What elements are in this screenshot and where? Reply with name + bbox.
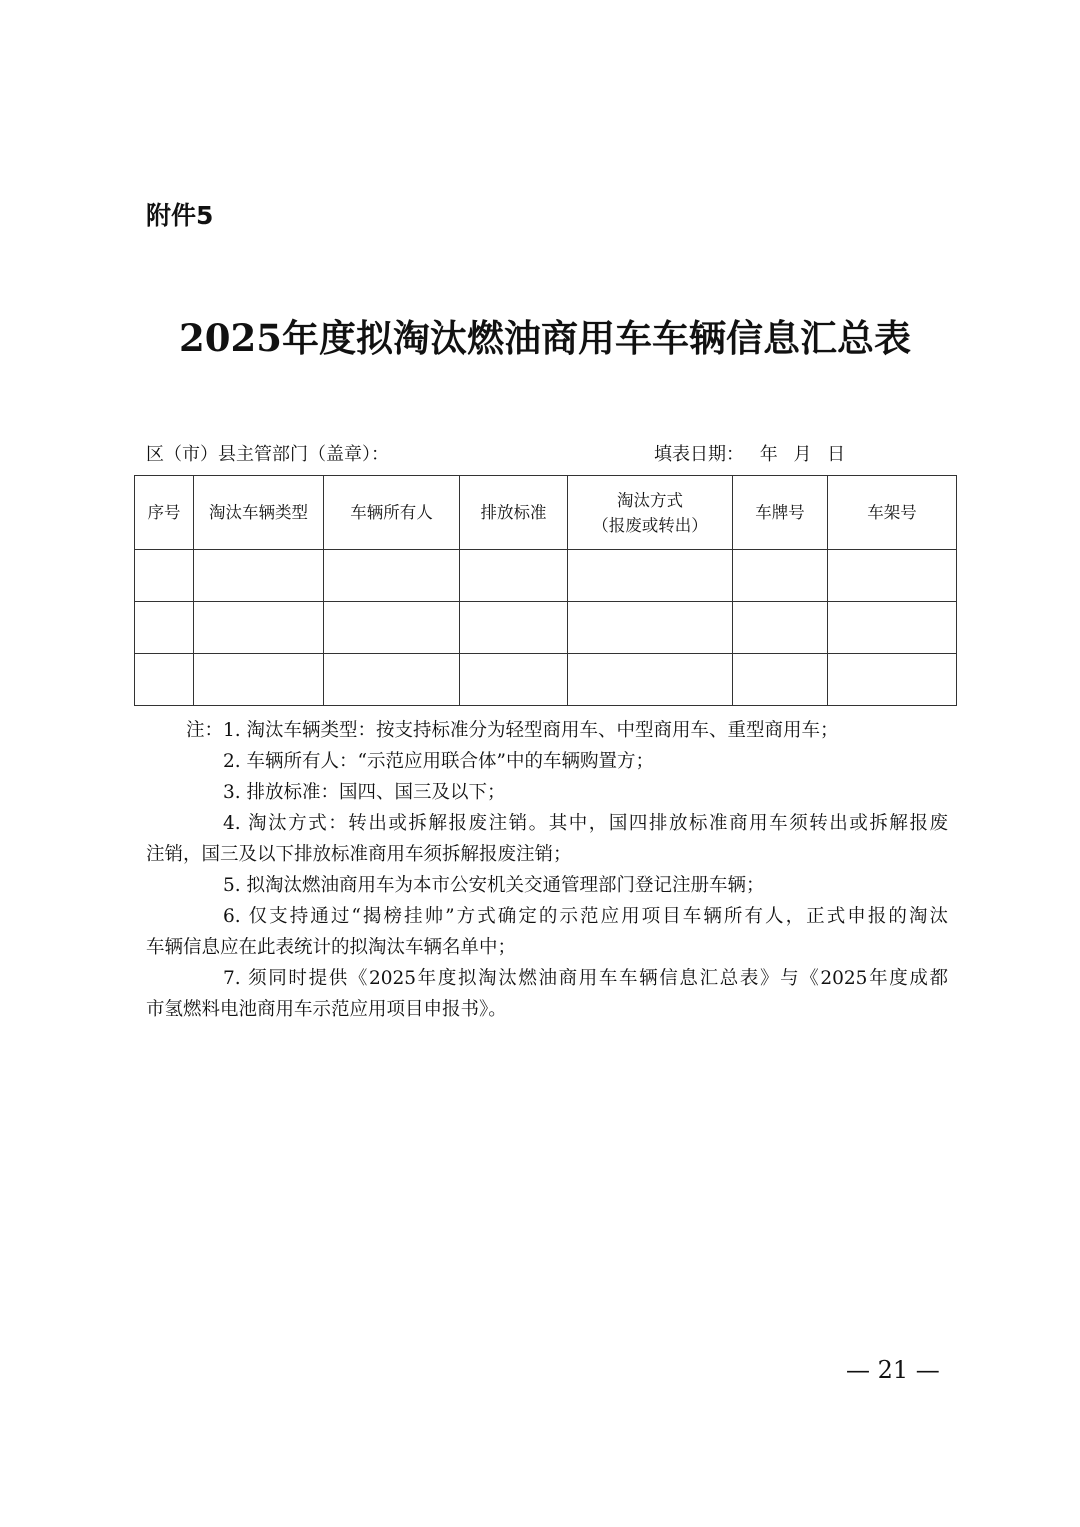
table-cell[interactable] (460, 602, 568, 654)
note-4-cont: 注销，国三及以下排放标准商用车须拆解报废注销； (146, 844, 572, 865)
table-row (135, 654, 957, 706)
table-cell[interactable] (135, 550, 194, 602)
table-cell[interactable] (828, 550, 957, 602)
note-6-cont: 车辆信息应在此表统计的拟淘汰车辆名单中； (146, 937, 517, 958)
table-cell[interactable] (460, 550, 568, 602)
table-cell[interactable] (324, 654, 460, 706)
header-method-title: 淘汰方式 (617, 490, 683, 510)
table-cell[interactable] (828, 654, 957, 706)
table-cell[interactable] (568, 602, 733, 654)
header-owner: 车辆所有人 (324, 476, 460, 550)
table-cell[interactable] (194, 654, 324, 706)
table-header-row (135, 476, 957, 550)
note-7-cont: 市氢燃料电池商用车示范应用项目申报书》。 (146, 999, 507, 1020)
fill-date-label: 填表日期： 年 月 日 (654, 444, 846, 465)
note-6: 6. 仅支持通过“揭榜挂帅”方式确定的示范应用项目车辆所有人，正式申报的淘汰 (223, 906, 948, 927)
table-cell[interactable] (733, 602, 828, 654)
table-row (135, 550, 957, 602)
table-cell[interactable] (324, 550, 460, 602)
department-seal-label: 区（市）县主管部门（盖章）： (146, 444, 389, 465)
table-cell[interactable] (568, 654, 733, 706)
header-emission: 排放标准 (460, 476, 568, 550)
header-vin: 车架号 (828, 476, 957, 550)
header-method (568, 476, 733, 550)
table-cell[interactable] (733, 654, 828, 706)
table-cell[interactable] (135, 602, 194, 654)
note-3: 3. 排放标准：国四、国三及以下； (223, 782, 506, 803)
page-number: — 21 — (846, 1356, 940, 1384)
vehicle-info-table (134, 475, 957, 706)
note-1: 注：1. 淘汰车辆类型：按支持标准分为轻型商用车、中型商用车、重型商用车； (186, 720, 839, 741)
table-row (135, 602, 957, 654)
header-vehicle-type: 淘汰车辆类型 (194, 476, 324, 550)
table-cell[interactable] (733, 550, 828, 602)
note-4: 4. 淘汰方式：转出或拆解报废注销。其中，国四排放标准商用车须转出或拆解报废 (223, 813, 948, 834)
table-cell[interactable] (568, 550, 733, 602)
header-plate: 车牌号 (733, 476, 828, 550)
table-cell[interactable] (460, 654, 568, 706)
table-cell[interactable] (194, 550, 324, 602)
header-index: 序号 (135, 476, 194, 550)
table-cell[interactable] (194, 602, 324, 654)
table-cell[interactable] (828, 602, 957, 654)
document-title: 2025年度拟淘汰燃油商用车车辆信息汇总表 (179, 316, 911, 360)
table-cell[interactable] (324, 602, 460, 654)
note-2: 2. 车辆所有人：“示范应用联合体”中的车辆购置方； (223, 751, 654, 772)
note-7: 7. 须同时提供《2025年度拟淘汰燃油商用车车辆信息汇总表》与《2025年度成都 (223, 968, 948, 989)
header-method-sub: （报废或转出） (592, 515, 708, 535)
attachment-label: 附件5 (146, 201, 214, 230)
note-5: 5. 拟淘汰燃油商用车为本市公安机关交通管理部门登记注册车辆； (223, 875, 765, 896)
table-cell[interactable] (135, 654, 194, 706)
